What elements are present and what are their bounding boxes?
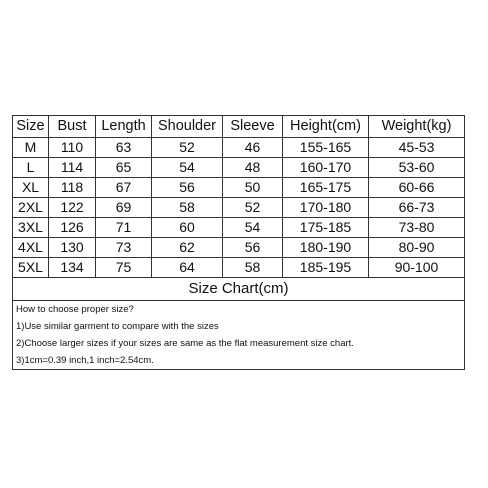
table-cell: 185-195: [283, 258, 369, 278]
header-cell: Bust: [49, 116, 96, 138]
table-cell: 54: [152, 158, 223, 178]
header-cell: Size: [13, 116, 49, 138]
table-cell: 45-53: [369, 138, 465, 158]
table-cell: 160-170: [283, 158, 369, 178]
table-row: [13, 178, 465, 198]
table-cell: 110: [49, 138, 96, 158]
table-cell: 165-175: [283, 178, 369, 198]
table-cell: 63: [96, 138, 152, 158]
note-row: [13, 335, 465, 352]
table-cell: 52: [223, 198, 283, 218]
table-cell: 65: [96, 158, 152, 178]
table-cell: M: [13, 138, 49, 158]
table-cell: 4XL: [13, 238, 49, 258]
table-cell: 134: [49, 258, 96, 278]
table-cell: 73-80: [369, 218, 465, 238]
header-cell: Shoulder: [152, 116, 223, 138]
table-cell: 60: [152, 218, 223, 238]
table-cell: 2XL: [13, 198, 49, 218]
size-note: 3)1cm=0.39 inch,1 inch=2.54cm.: [13, 352, 465, 370]
caption-row: [13, 278, 465, 301]
table-cell: 58: [152, 198, 223, 218]
table-row: [13, 258, 465, 278]
header-row: [13, 116, 465, 138]
header-cell: Weight(kg): [369, 116, 465, 138]
table-cell: 126: [49, 218, 96, 238]
table-cell: 48: [223, 158, 283, 178]
size-chart-caption: Size Chart(cm): [13, 278, 465, 301]
table-cell: 56: [223, 238, 283, 258]
size-note: 2)Choose larger sizes if your sizes are same as the flat measurement size chart.: [13, 335, 465, 352]
size-note: 1)Use similar garment to compare with the sizes: [13, 318, 465, 335]
note-row: [13, 352, 465, 370]
table-row: [13, 138, 465, 158]
table-cell: 56: [152, 178, 223, 198]
table-row: [13, 158, 465, 178]
note-row: [13, 301, 465, 319]
table-cell: 50: [223, 178, 283, 198]
table-cell: 73: [96, 238, 152, 258]
table-cell: 54: [223, 218, 283, 238]
table-cell: 69: [96, 198, 152, 218]
table-cell: 118: [49, 178, 96, 198]
table-cell: 5XL: [13, 258, 49, 278]
table-cell: L: [13, 158, 49, 178]
table-cell: 58: [223, 258, 283, 278]
header-cell: Height(cm): [283, 116, 369, 138]
table-cell: 130: [49, 238, 96, 258]
table-row: [13, 198, 465, 218]
table-cell: 67: [96, 178, 152, 198]
table-row: [13, 218, 465, 238]
table-cell: 62: [152, 238, 223, 258]
table-cell: 75: [96, 258, 152, 278]
table-row: [13, 238, 465, 258]
header-cell: Sleeve: [223, 116, 283, 138]
table-cell: 66-73: [369, 198, 465, 218]
table-cell: 90-100: [369, 258, 465, 278]
table-cell: 122: [49, 198, 96, 218]
table-cell: 53-60: [369, 158, 465, 178]
table-cell: 52: [152, 138, 223, 158]
table-cell: 155-165: [283, 138, 369, 158]
note-row: [13, 318, 465, 335]
table-cell: 175-185: [283, 218, 369, 238]
table-cell: 60-66: [369, 178, 465, 198]
table-cell: 114: [49, 158, 96, 178]
table-cell: 46: [223, 138, 283, 158]
table-cell: XL: [13, 178, 49, 198]
table-cell: 3XL: [13, 218, 49, 238]
table-cell: 71: [96, 218, 152, 238]
table-cell: 64: [152, 258, 223, 278]
size-note: How to choose proper size?: [13, 301, 465, 319]
table-cell: 80-90: [369, 238, 465, 258]
header-cell: Length: [96, 116, 152, 138]
size-chart-table: [12, 115, 465, 370]
table-cell: 170-180: [283, 198, 369, 218]
table-cell: 180-190: [283, 238, 369, 258]
